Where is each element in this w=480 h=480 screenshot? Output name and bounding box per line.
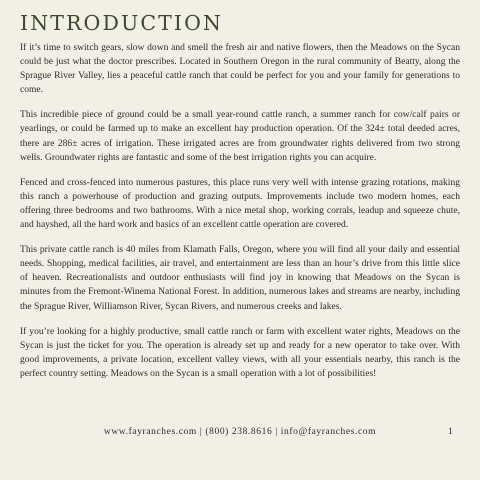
body-text bbox=[20, 41, 460, 392]
paragraph-2: This incredible piece of ground could be a small year-round cattle ranch, a summer ranch for cow/calf pairs or yearlings, or could be farmed up to make an excellent hay production operation. Of the 324± total deeded acres, there are 286± acres of irrigation. These irrigated acres are from groundwater rights delivered from two strong wells. Groundwater rights are fantastic and some of the best irrigation rights you can acquire. bbox=[20, 109, 460, 163]
page-number: 1 bbox=[448, 427, 453, 437]
paragraph-3: Fenced and cross-fenced into numerous pastures, this place runs very well with intense grazing rotations, making this ranch a powerhouse of production and grazing outputs. Improvements include two modern homes, each offering three bedrooms and two bathrooms. With a nice metal shop, working corrals, leadup and squeeze chute, and hayshed, all the hard work and basics of an excellent cattle operation are covered. bbox=[20, 176, 460, 231]
page-title: INTRODUCTION bbox=[20, 11, 224, 35]
paragraph-4: This private cattle ranch is 40 miles from Klamath Falls, Oregon, where you will find all your daily and essential needs. Shopping, medical facilities, air travel, and entertainment are less than an hour’s drive from this little slice of heaven. Recreationalists and outdoor enthusiasts will find joy in knowing that Meadows on the Sycan is minutes from the Fremont-Winema National Forest. In addition, numerous lakes and streams are nearby, including the Sprague River, Williamson River, Sycan Rivers, and numerous creeks and lakes. bbox=[20, 244, 460, 312]
paragraph-5: If you’re looking for a highly productive, small cattle ranch or farm with excellent water rights, Meadows on the Sycan is just the ticket for you. The operation is already set up and ready for a new operator to take over. With good improvements, a private location, excellent valley views, with all your essentials nearby, this ranch is the perfect country setting. Meadows on the Sycan is a small operation with a lot of possibilities! bbox=[20, 325, 460, 379]
footer-contact: www.fayranches.com | (800) 238.8616 | info@fayranches.com bbox=[103, 427, 377, 437]
paragraph-1: If it’s time to switch gears, slow down and smell the fresh air and native flowers, then the Meadows on the Sycan could be just what the doctor prescribes. Located in Southern Oregon in the rural community of Beatty, along the Sprague River Valley, lies a peaceful cattle ranch that could be perfect for you and your family for generations to come. bbox=[20, 42, 460, 96]
